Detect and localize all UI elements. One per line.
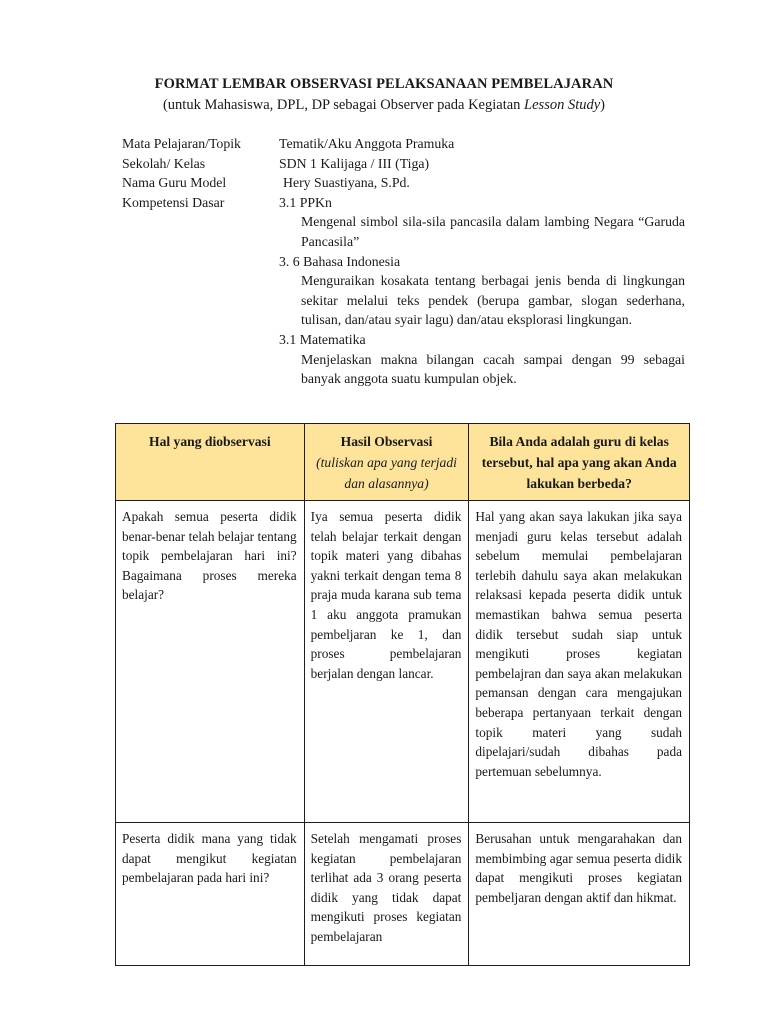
info-block xyxy=(122,134,685,389)
info-label: Sekolah/ Kelas xyxy=(122,155,206,171)
info-value: SDN 1 Kalijaga / III (Tiga) xyxy=(279,155,430,171)
kd-heading-ppkn: 3.1 PPKn xyxy=(279,194,332,210)
info-label: Kompetensi Dasar xyxy=(122,194,225,210)
table-header-row xyxy=(116,424,690,501)
subtitle-italic: Lesson Study xyxy=(524,97,601,113)
info-row-competency xyxy=(122,193,685,213)
info-value: Tematik/Aku Anggota Pramuka xyxy=(279,136,455,151)
header-result-label: Hasil Observasi xyxy=(340,434,433,449)
subtitle-prefix: (untuk Mahasiswa, DPL, DP sebagai Observer pada Kegiatan xyxy=(162,97,525,113)
table-row xyxy=(116,501,690,823)
table-cell: Setelah mengamati proses kegiatan pembelajaran terlihat ada 3 orang peserta didik yang tidak dapat mengikuti proses kegiatan pembelajaran xyxy=(304,823,469,966)
kd-desc-bahasa: Menguraikan kosakata tentang berbagai jenis benda di lingkungan sekitar melalui teks pendek (berupa gambar, slogan sederhana, tulisan, dan/atau syair lagu) dan/atau eksplorasi lingkungan. xyxy=(301,273,685,328)
table-cell: Berusahan untuk mengarahakan dan membimbing agar semua peserta didik dapat mengikuti proses kegiatan pembeljaran dengan aktif dan hikmat. xyxy=(469,823,690,966)
info-row-teacher xyxy=(122,173,685,193)
document-subtitle xyxy=(0,97,768,114)
kd-heading-bahasa: 3. 6 Bahasa Indonesia xyxy=(279,253,401,269)
header-result-sub: (tuliskan apa yang terjadi dan alasannya) xyxy=(316,455,457,491)
info-label: Nama Guru Model xyxy=(122,175,227,191)
info-label: Mata Pelajaran/Topik xyxy=(122,136,241,151)
info-row-school xyxy=(122,154,685,174)
info-value: Hery Suastiyana, S.Pd. xyxy=(283,175,410,191)
table-cell: Peserta didik mana yang tidak dapat mengikut kegiatan pembelajaran pada hari ini? xyxy=(116,823,305,966)
kd-desc-ppkn: Mengenal simbol sila-sila pancasila dalam lambing Negara “Garuda Pancasila” xyxy=(301,214,685,249)
table-cell: Apakah semua peserta didik benar-benar telah belajar tentang topik pembelajaran hari ini? Bagaimana proses mereka belajar? xyxy=(116,501,305,823)
info-row-subject xyxy=(122,134,685,154)
document-title: FORMAT LEMBAR OBSERVASI PELAKSANAAN PEMBELAJARAN xyxy=(154,76,614,92)
header-different xyxy=(469,424,690,501)
table-cell: Hal yang akan saya lakukan jika saya menjadi guru kelas tersebut adalah sebelum memulai pembelajaran terlebih dahulu saya akan melakukan relaksasi kepada peserta didik untuk memastikan bahwa semua peserta didik tersebut sudah siap untuk mengikuti proses kegiatan pembelajran dan saya akan melakukan pemansan dengan cara mengajukan beberapa pertanyaan terkait dengan topik materi yang sudah dipelajari/sudah dibahas pada pertemuan sebelumnya. xyxy=(469,501,690,823)
header-observed-label: Hal yang diobservasi xyxy=(149,434,271,449)
header-result xyxy=(304,424,469,501)
table-cell: Iya semua peserta didik telah belajar terkait dengan topik materi yang dibahas yakni terkait dengan tema 8 praja muda karana sub tema 1 aku anggota pramukan pembeljaran ke 1, dan proses pembelajaran berjalan dengan lancar. xyxy=(304,501,469,823)
kd-desc-matematika: Menjelaskan makna bilangan cacah sampai dengan 99 sebagai banyak anggota suatu kumpulan objek. xyxy=(301,351,685,387)
header-different-label: Bila Anda adalah guru di kelas tersebut, hal apa yang akan Anda lakukan berbeda? xyxy=(481,434,677,491)
header-observed xyxy=(116,424,305,501)
subtitle-suffix: ) xyxy=(600,97,606,113)
table-row xyxy=(116,823,690,966)
observation-table xyxy=(115,423,690,966)
kd-heading-matematika: 3.1 Matematika xyxy=(279,331,366,347)
